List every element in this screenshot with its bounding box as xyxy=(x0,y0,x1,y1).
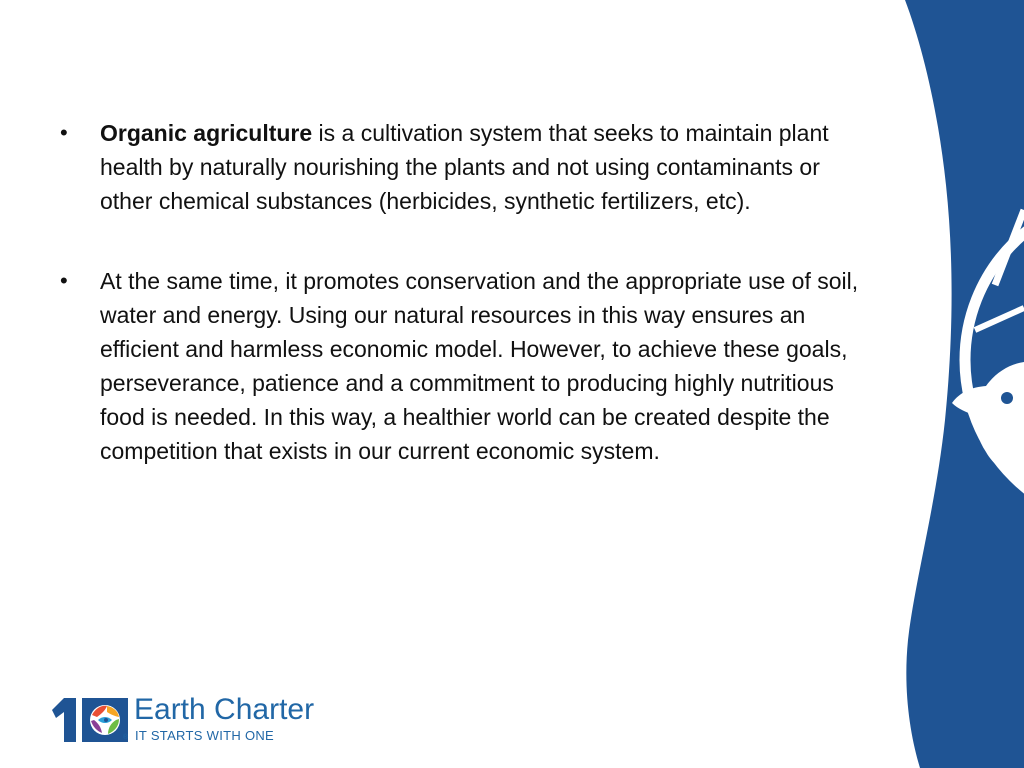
bullet-text: is a cultivation system that seeks to maintain plant health by naturally nourishing the plants and not using contaminants or other chemical substances (herbicides, synthetic fertilizers, etc). xyxy=(100,120,829,214)
logo-tagline: IT STARTS WITH ONE xyxy=(135,728,275,743)
dove-eye xyxy=(1001,392,1013,404)
bullet-item-organic-agriculture xyxy=(58,116,870,218)
bullet-list xyxy=(58,116,870,514)
earth-charter-10-globe-logo xyxy=(50,696,130,744)
bullet-marker: • xyxy=(60,120,68,145)
registered-mark: ® xyxy=(123,734,129,741)
bullet-marker: • xyxy=(60,268,68,293)
earth-charter-logo xyxy=(50,693,350,746)
bullet-text: At the same time, it promotes conservation and the appropriate use of soil, water and energy. Using our natural resources in this way ensures an efficient and harmless economic model. However, to achieve these goals, perseverance, patience and a commitment to producing highly nutritious food is needed. In this way, a healthier world can be created despite the competition that exists in our current economic system. xyxy=(100,268,859,464)
bullet-term: Organic agriculture xyxy=(100,120,313,146)
bullet-item-conservation xyxy=(58,264,870,468)
logo-name: Earth Charter xyxy=(134,693,315,726)
